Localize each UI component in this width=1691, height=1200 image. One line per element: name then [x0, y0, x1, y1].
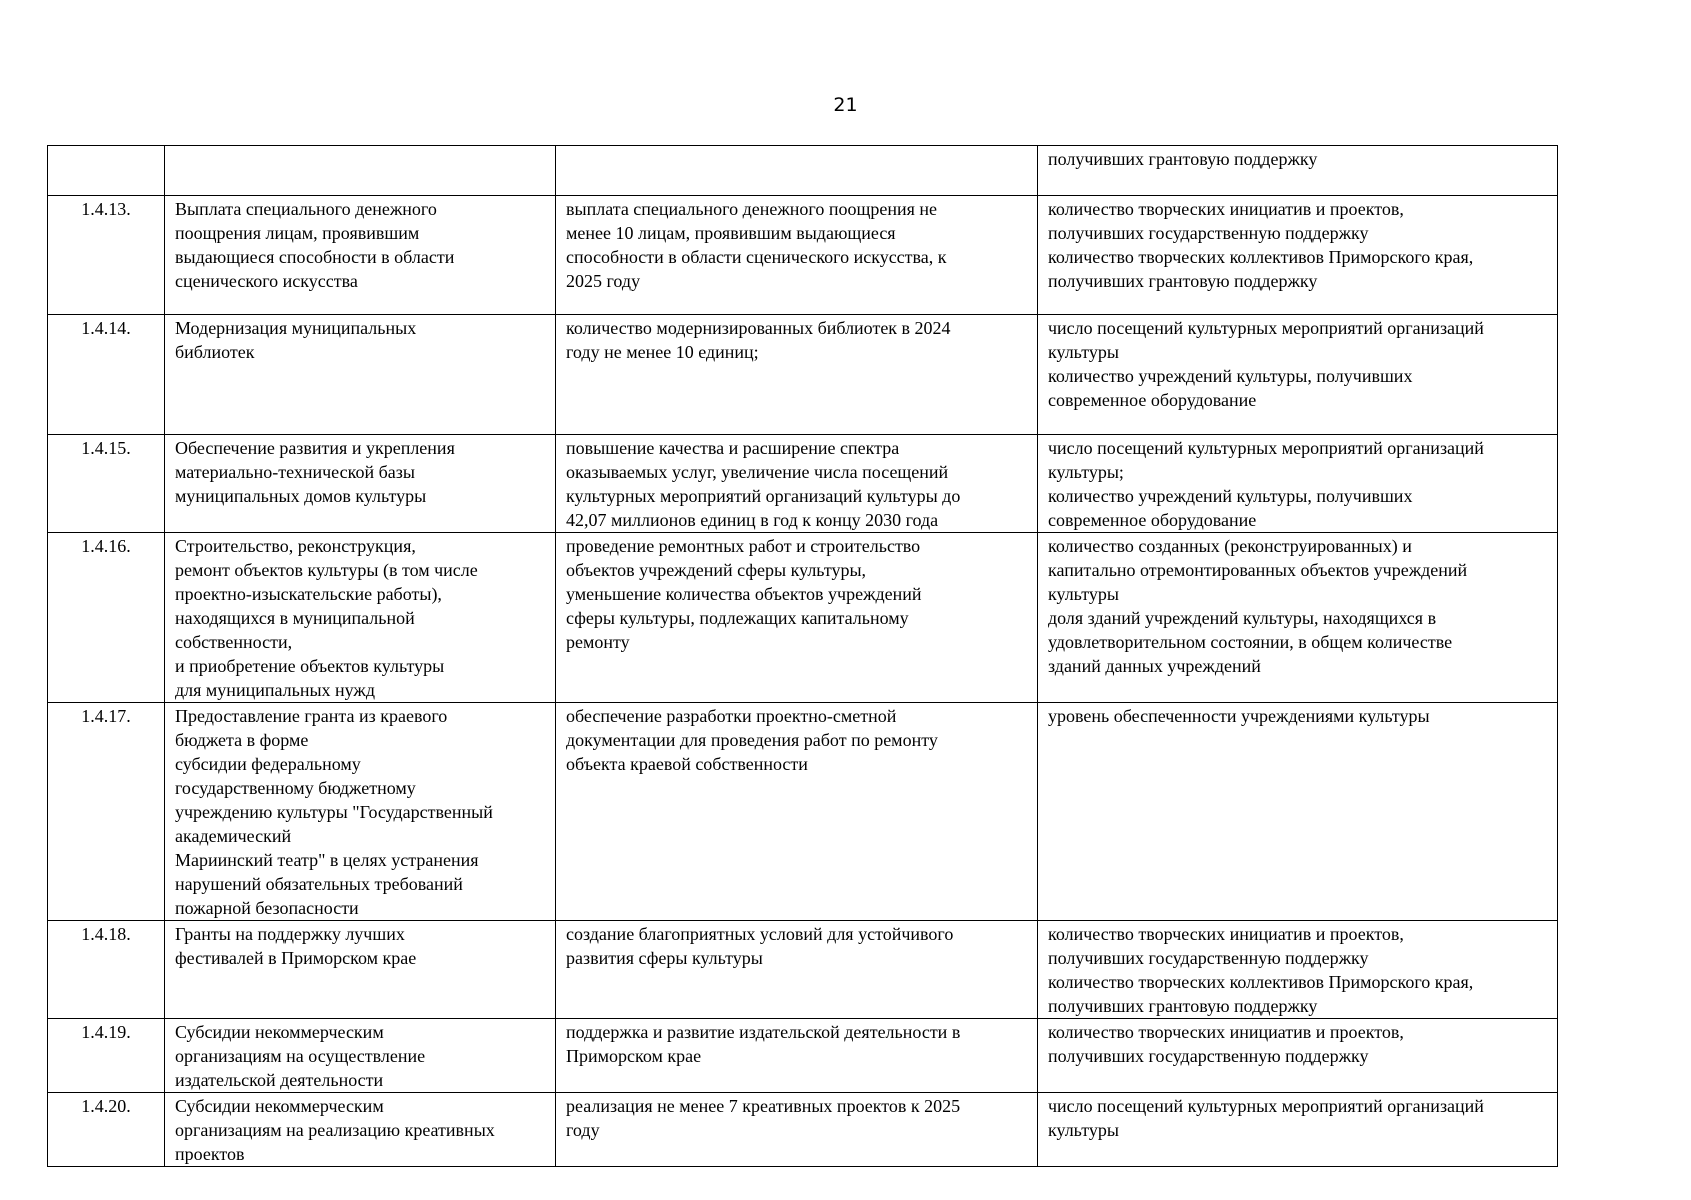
indicator-cell: число посещений культурных мероприятий организаций культуры количество учреждений культуры, получивших современное оборудование: [1038, 315, 1558, 435]
event-name-cell: Субсидии некоммерческим организациям на осуществление издательской деятельности: [165, 1019, 556, 1093]
table-row: [48, 1093, 1558, 1167]
indicator-cell: получивших грантовую поддержку: [1038, 146, 1558, 196]
table-row: [48, 315, 1558, 435]
row-number-cell: 1.4.14.: [48, 315, 165, 435]
row-number-cell: 1.4.20.: [48, 1093, 165, 1167]
expected-result-cell: повышение качества и расширение спектра оказываемых услуг, увеличение числа посещений культурных мероприятий организаций культуры до 42,07 миллионов единиц в год к концу 2030 года: [556, 435, 1038, 533]
row-number-cell: 1.4.18.: [48, 921, 165, 1019]
measures-table: [47, 145, 1558, 1167]
table-row: [48, 146, 1558, 196]
expected-result-cell: количество модернизированных библиотек в 2024 году не менее 10 единиц;: [556, 315, 1038, 435]
event-name-cell: Гранты на поддержку лучших фестивалей в Приморском крае: [165, 921, 556, 1019]
expected-result-cell: обеспечение разработки проектно-сметной документации для проведения работ по ремонту объекта краевой собственности: [556, 703, 1038, 921]
expected-result-cell: поддержка и развитие издательской деятельности в Приморском крае: [556, 1019, 1038, 1093]
event-name-cell: Выплата специального денежного поощрения лицам, проявившим выдающиеся способности в области сценического искусства: [165, 196, 556, 315]
event-name-cell: Субсидии некоммерческим организациям на реализацию креативных проектов: [165, 1093, 556, 1167]
event-name-cell: Обеспечение развития и укрепления материально-технической базы муниципальных домов культуры: [165, 435, 556, 533]
expected-result-cell: выплата специального денежного поощрения не менее 10 лицам, проявившим выдающиеся способности в области сценического искусства, к 2025 году: [556, 196, 1038, 315]
expected-result-cell: создание благоприятных условий для устойчивого развития сферы культуры: [556, 921, 1038, 1019]
table-row: [48, 1019, 1558, 1093]
row-number-cell: 1.4.15.: [48, 435, 165, 533]
page-number: 21: [833, 94, 858, 116]
indicator-cell: количество созданных (реконструированных) и капитально отремонтированных объектов учреждений культуры доля зданий учреждений культуры, находящихся в удовлетворительном состоянии, в общем количестве зданий данных учреждений: [1038, 533, 1558, 703]
table-row: [48, 435, 1558, 533]
event-name-cell: [165, 146, 556, 196]
row-number-cell: [48, 146, 165, 196]
row-number-cell: 1.4.17.: [48, 703, 165, 921]
row-number-cell: 1.4.19.: [48, 1019, 165, 1093]
indicator-cell: число посещений культурных мероприятий организаций культуры; количество учреждений культуры, получивших современное оборудование: [1038, 435, 1558, 533]
table-row: [48, 533, 1558, 703]
table-row: [48, 196, 1558, 315]
indicator-cell: количество творческих инициатив и проектов, получивших государственную поддержку: [1038, 1019, 1558, 1093]
indicator-cell: уровень обеспеченности учреждениями культуры: [1038, 703, 1558, 921]
indicator-cell: количество творческих инициатив и проектов, получивших государственную поддержку количество творческих коллективов Приморского края, получивших грантовую поддержку: [1038, 921, 1558, 1019]
table-row: [48, 921, 1558, 1019]
event-name-cell: Предоставление гранта из краевого бюджета в форме субсидии федеральному государственному бюджетному учреждению культуры "Государственный академический Мариинский театр" в целях устранения нарушений обязательных требований пожарной безопасности: [165, 703, 556, 921]
indicator-cell: количество творческих инициатив и проектов, получивших государственную поддержку количество творческих коллективов Приморского края, получивших грантовую поддержку: [1038, 196, 1558, 315]
expected-result-cell: проведение ремонтных работ и строительство объектов учреждений сферы культуры, уменьшение количества объектов учреждений сферы культуры, подлежащих капитальному ремонту: [556, 533, 1038, 703]
event-name-cell: Строительство, реконструкция, ремонт объектов культуры (в том числе проектно-изыскательские работы), находящихся в муниципальной собственности, и приобретение объектов культуры для муниципальных нужд: [165, 533, 556, 703]
table-row: [48, 703, 1558, 921]
row-number-cell: 1.4.16.: [48, 533, 165, 703]
expected-result-cell: реализация не менее 7 креативных проектов к 2025 году: [556, 1093, 1038, 1167]
expected-result-cell: [556, 146, 1038, 196]
indicator-cell: число посещений культурных мероприятий организаций культуры: [1038, 1093, 1558, 1167]
event-name-cell: Модернизация муниципальных библиотек: [165, 315, 556, 435]
row-number-cell: 1.4.13.: [48, 196, 165, 315]
